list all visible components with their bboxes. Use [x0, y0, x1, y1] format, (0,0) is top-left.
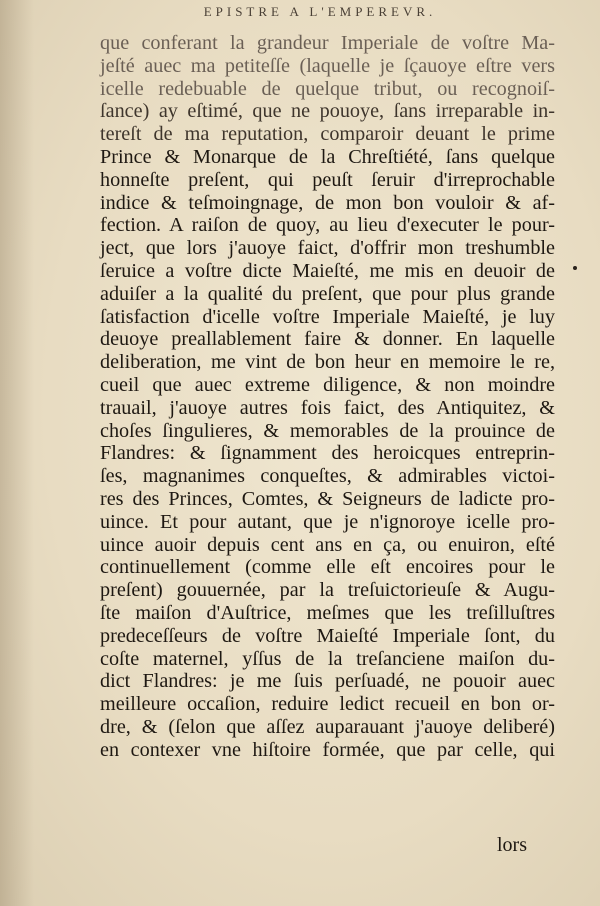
text-line: en contexer vne hiſtoire formée, que par celle, qui: [100, 738, 555, 761]
text-line: icelle redebuable de quelque tribut, ou recognoiſ-: [100, 77, 555, 100]
body-text: [100, 32, 555, 762]
text-line: que conferant la grandeur Imperiale de voſtre Ma-: [100, 32, 555, 54]
text-line: uince auoir depuis cent ans en ça, ou enuiron, eſté: [100, 533, 555, 556]
text-line: ject, que lors j'auoye faict, d'offrir mon treshumble: [100, 237, 555, 260]
text-line: preſent) gouuernée, par la treſuictorieuſe & Augu-: [100, 579, 555, 602]
ink-spot: [573, 266, 577, 270]
text-line: res des Princes, Comtes, & Seigneurs de ladicte pro-: [100, 487, 555, 510]
text-line: trauail, j'auoye autres fois faict, des Antiquitez, &: [100, 396, 555, 419]
text-line: ſes, magnanimes conqueſtes, & admirables victoi-: [100, 465, 555, 488]
text-line: jeſté auec ma petiteſſe (laquelle je ſçauoye eſtre vers: [100, 54, 555, 77]
running-head: EPISTRE A L'EMPEREVR.: [203, 4, 437, 19]
text-line: cueil que auec extreme diligence, & non moindre: [100, 373, 555, 396]
text-line: Prince & Monarque de la Chreſtiété, ſans quelque: [100, 145, 555, 168]
text-line: ſance) ay eſtimé, que ne pouoye, ſans irreparable in-: [100, 100, 555, 123]
text-line: continuellement (comme elle eſt encoires pour le: [100, 556, 555, 579]
text-line: deuoye preallablement faire & donner. En laquelle: [100, 328, 555, 351]
text-line: predeceſſeurs de voſtre Maieſté Imperiale ſont, du: [100, 624, 555, 647]
text-line: ſeruice a voſtre dicte Maieſté, me mis en deuoir de: [100, 259, 555, 282]
text-line: tereſt de ma reputation, comparoir deuant le prime: [100, 123, 555, 146]
text-line: dre, & (ſelon que aſſez auparauant j'auoye deliberé): [100, 715, 555, 738]
text-line: fection. A raiſon de quoy, au lieu d'executer le pour-: [100, 214, 555, 237]
text-line: choſes ſingulieres, & memorables de la prouince de: [100, 419, 555, 442]
text-line: coſte maternel, yſſus de la treſanciene maiſon du-: [100, 647, 555, 670]
text-line: uince. Et pour autant, que je n'ignoroye icelle pro-: [100, 510, 555, 533]
text-line: Flandres: & ſignamment des heroicques entreprin-: [100, 442, 555, 465]
text-line: deliberation, me vint de bon heur en memoire le re,: [100, 351, 555, 374]
text-line: indice & teſmoingnage, de mon bon vouloir & af-: [100, 191, 555, 214]
gutter-shadow: [0, 0, 34, 906]
text-line: dict Flandres: je me ſuis perſuadé, ne pouoir auec: [100, 670, 555, 693]
text-line: aduiſer a la qualité du preſent, que pour plus grande: [100, 282, 555, 305]
text-line: ſatisfaction d'icelle voſtre Imperiale Maieſté, je luy: [100, 305, 555, 328]
text-line: honneſte preſent, qui peuſt ſeruir d'irreprochable: [100, 168, 555, 191]
text-line: ſte maiſon d'Auſtrice, meſmes que les treſilluſtres: [100, 601, 555, 624]
text-line: meilleure occaſion, reduire ledict recueil en bon or-: [100, 693, 555, 716]
catchword: lors: [497, 834, 527, 856]
